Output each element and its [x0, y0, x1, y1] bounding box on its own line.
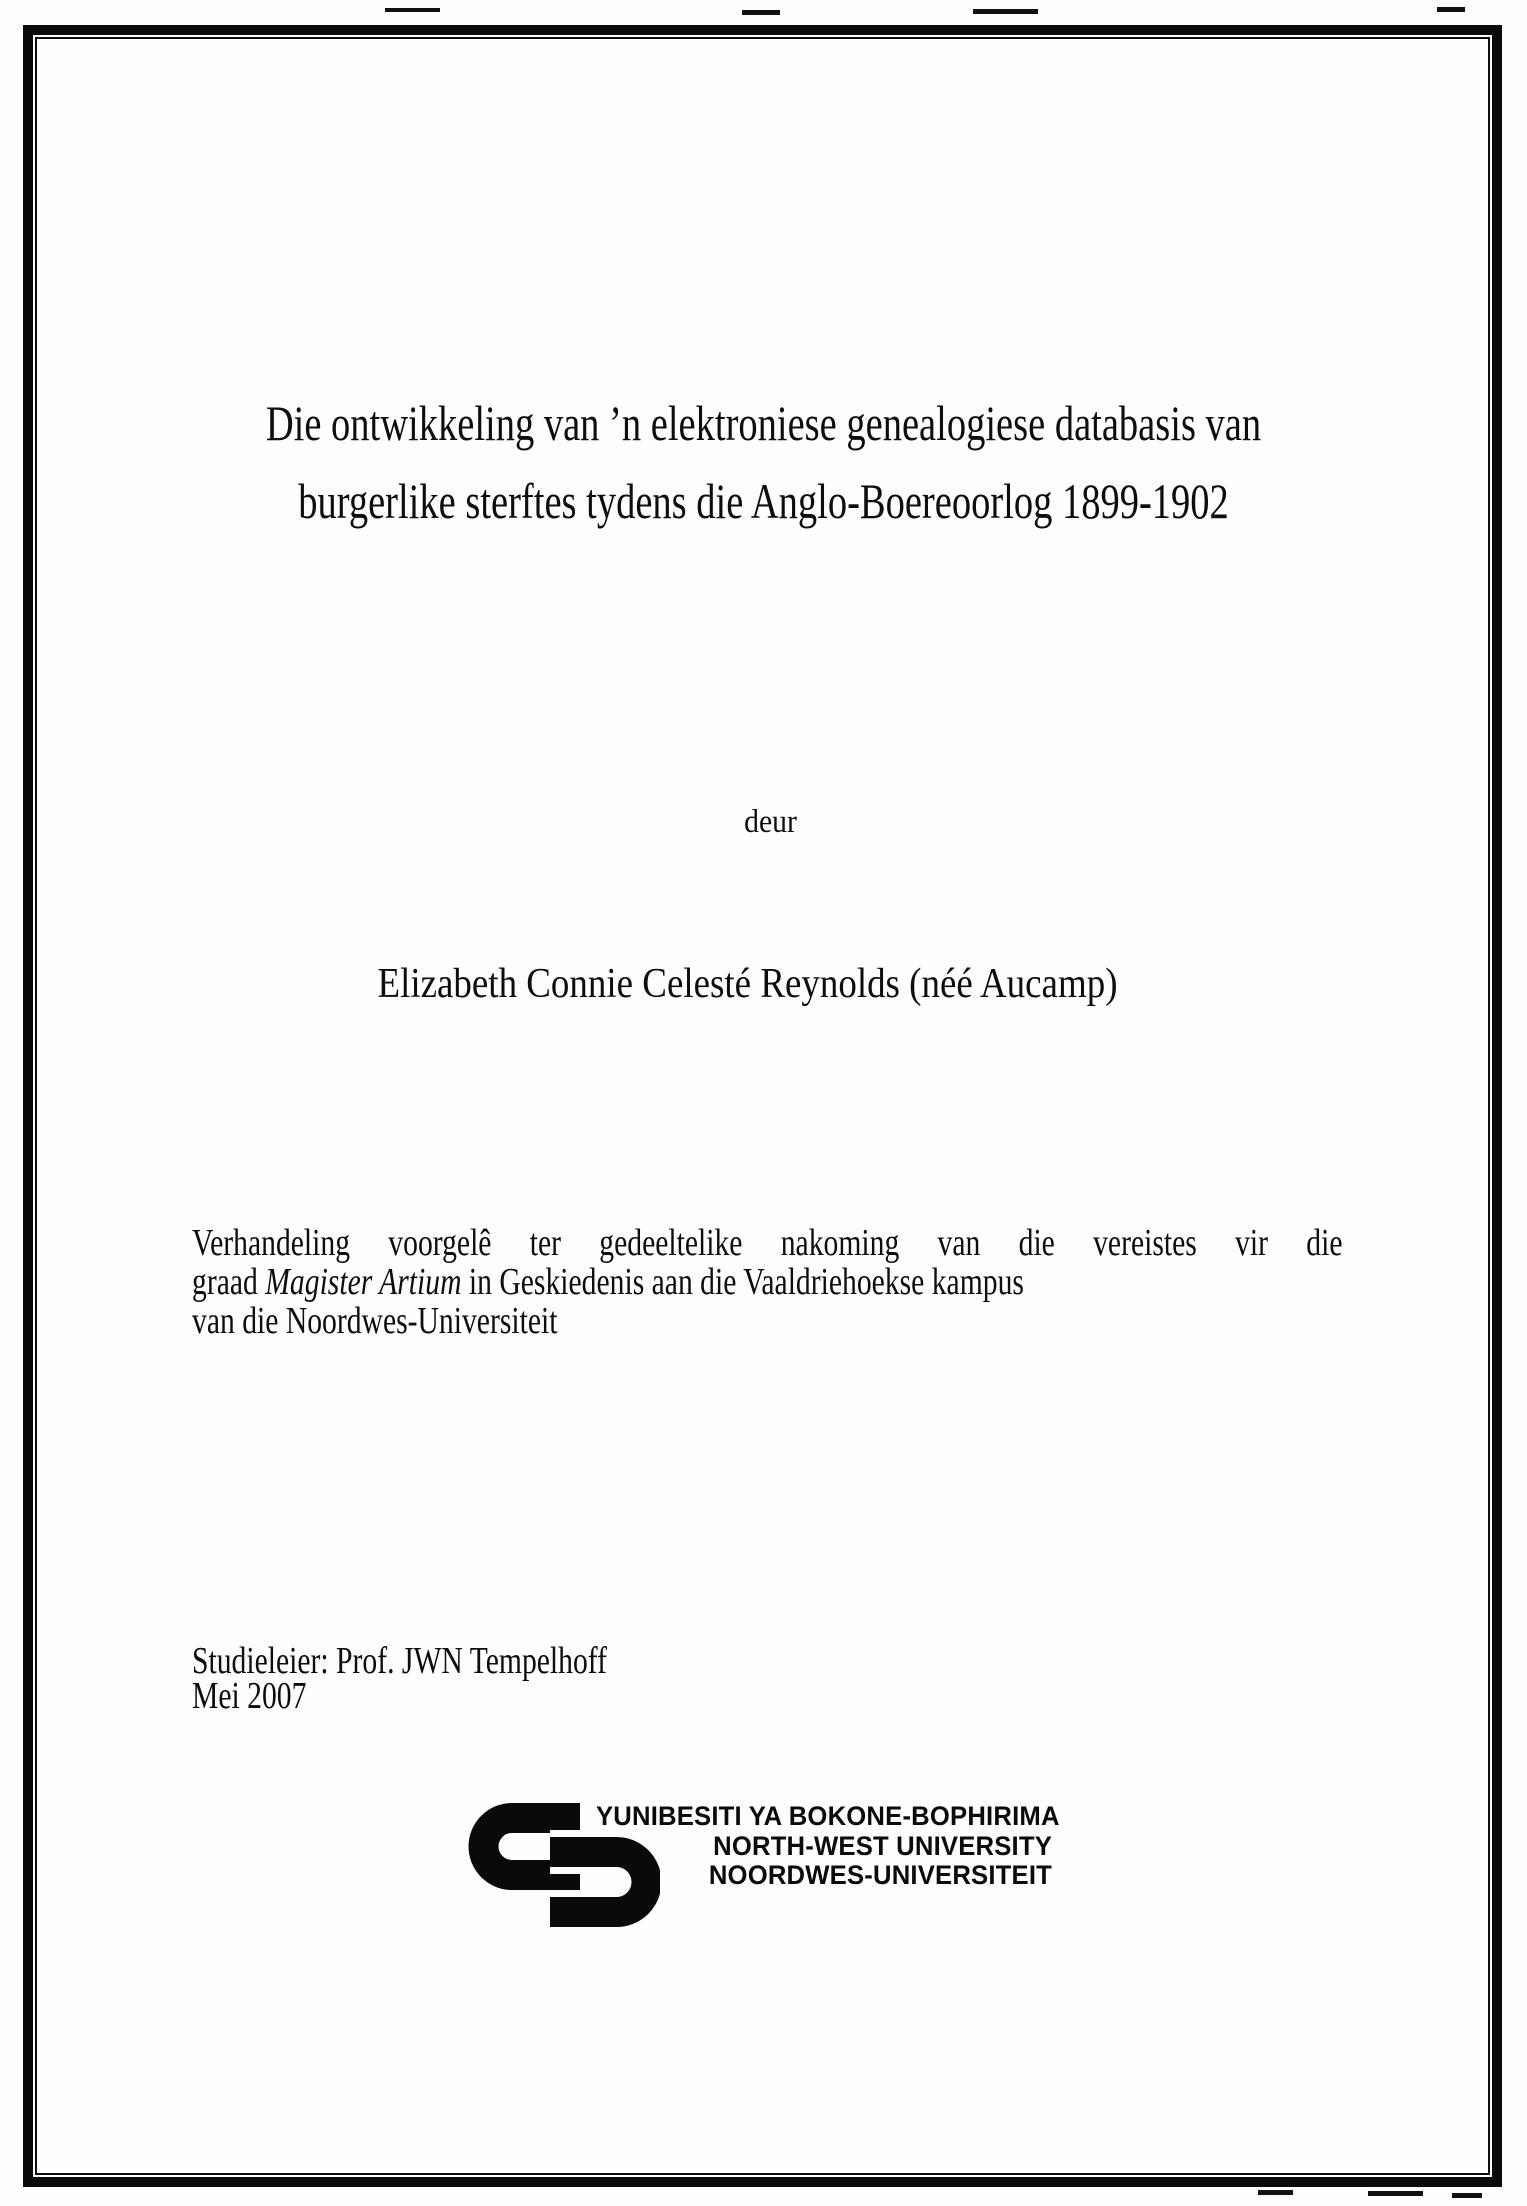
supervisor-block — [192, 1640, 1128, 1717]
scan-artifact — [742, 10, 780, 15]
author-name: Elizabeth Connie Celesté Reynolds (néé Aucamp) — [377, 961, 1118, 1007]
statement-line-3: van die Noordwes-Universiteit — [192, 1300, 558, 1342]
date-line: Mei 2007 — [192, 1675, 307, 1717]
scan-artifact — [1258, 2190, 1293, 2195]
scan-artifact — [973, 9, 1038, 14]
logo-text-line-3: NOORDWES-UNIVERSITEIT — [708, 1860, 1052, 1890]
degree-name-italic: Magister Artium — [265, 1261, 462, 1303]
title-line-2: burgerlike sterftes tydens die Anglo-Boereoorlog 1899-1902 — [298, 473, 1229, 529]
byline-deur: deur — [744, 804, 797, 840]
thesis-title — [5, 384, 1522, 540]
thesis-statement — [192, 1224, 1343, 1341]
scan-artifact — [385, 8, 440, 12]
logo-text-line-1: YUNIBESITI YA BOKONE-BOPHIRIMA — [596, 1801, 1060, 1831]
title-line-1: Die ontwikkeling van ’n elektroniese genealogiese databasis van — [265, 395, 1262, 451]
logo-text-line-2: NORTH-WEST UNIVERSITY — [713, 1830, 1052, 1861]
university-logo-text — [572, 1801, 1060, 1891]
statement-line-2: graad Magister Artium in Geskiedenis aan die Vaaldriehoekse kampus — [192, 1261, 1024, 1303]
scan-artifact — [1452, 2193, 1482, 2198]
supervisor-line: Studieleier: Prof. JWN Tempelhoff — [192, 1640, 608, 1682]
scan-artifact — [1368, 2191, 1423, 2196]
scan-artifact — [1437, 7, 1465, 12]
statement-line-1: Verhandeling voorgelê ter gedeeltelike nakoming van die vereistes vir die — [192, 1222, 1343, 1264]
